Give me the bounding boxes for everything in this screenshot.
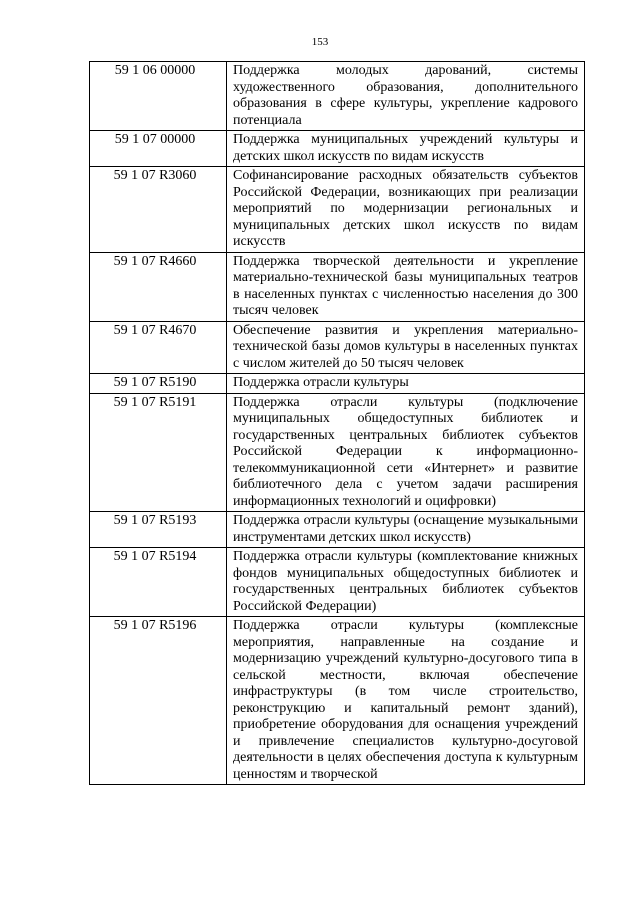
- row-code: 59 1 07 R5190: [90, 374, 227, 394]
- table-row: [90, 62, 585, 131]
- row-code: 59 1 07 R5196: [90, 617, 227, 785]
- table-row: [90, 321, 585, 374]
- table-row: [90, 393, 585, 512]
- table-row: [90, 512, 585, 548]
- table-row: [90, 617, 585, 785]
- row-description: Поддержка отрасли культуры (оснащение музыкальными инструментами детских школ искусств): [227, 512, 585, 548]
- table-row: [90, 374, 585, 394]
- table-row: [90, 131, 585, 167]
- row-code: 59 1 07 R5191: [90, 393, 227, 512]
- row-description: Поддержка муниципальных учреждений культуры и детских школ искусств по видам искусств: [227, 131, 585, 167]
- row-description: Софинансирование расходных обязательств субъектов Российской Федерации, возникающих при реализации мероприятий по модернизации региональных и муниципальных детских школ искусств по видам искусств: [227, 167, 585, 253]
- row-code: 59 1 07 R5194: [90, 548, 227, 617]
- row-code: 59 1 07 R5193: [90, 512, 227, 548]
- table-row: [90, 548, 585, 617]
- row-description: Поддержка молодых дарований, системы художественного образования, дополнительного образования в сфере культуры, укрепление кадрового потенциала: [227, 62, 585, 131]
- row-code: 59 1 06 00000: [90, 62, 227, 131]
- row-description: Обеспечение развития и укрепления материально-технической базы домов культуры в населенных пунктах с числом жителей до 50 тысяч человек: [227, 321, 585, 374]
- budget-codes-table: [89, 61, 585, 785]
- row-description: Поддержка творческой деятельности и укрепление материально-технической базы муниципальных театров в населенных пунктах с численностью населения до 300 тысяч человек: [227, 252, 585, 321]
- row-code: 59 1 07 R4660: [90, 252, 227, 321]
- row-description: Поддержка отрасли культуры: [227, 374, 585, 394]
- row-code: 59 1 07 R3060: [90, 167, 227, 253]
- page-number: 153: [311, 36, 329, 48]
- table-row: [90, 167, 585, 253]
- row-description: Поддержка отрасли культуры (комплексные мероприятия, направленные на создание и модернизацию учреждений культурно-досугового типа в сельской местности, включая обеспечение инфраструктуры (в том числе строительство, реконструкцию и капитальный ремонт зданий), приобретение оборудования для оснащения учреждений и привлечение специалистов культурно-досуговой деятельности в целях обеспечения доступа к культурным ценностям и творческой: [227, 617, 585, 785]
- row-description: Поддержка отрасли культуры (подключение муниципальных общедоступных библиотек и государственных центральных библиотек субъектов Российской Федерации к информационно-телекоммуникационной сети «Интернет» и развитие библиотечного дела с учетом задачи расширения информационных технологий и оцифровки): [227, 393, 585, 512]
- row-code: 59 1 07 00000: [90, 131, 227, 167]
- row-code: 59 1 07 R4670: [90, 321, 227, 374]
- row-description: Поддержка отрасли культуры (комплектование книжных фондов муниципальных общедоступных библиотек и государственных центральных библиотек субъектов Российской Федерации): [227, 548, 585, 617]
- table-row: [90, 252, 585, 321]
